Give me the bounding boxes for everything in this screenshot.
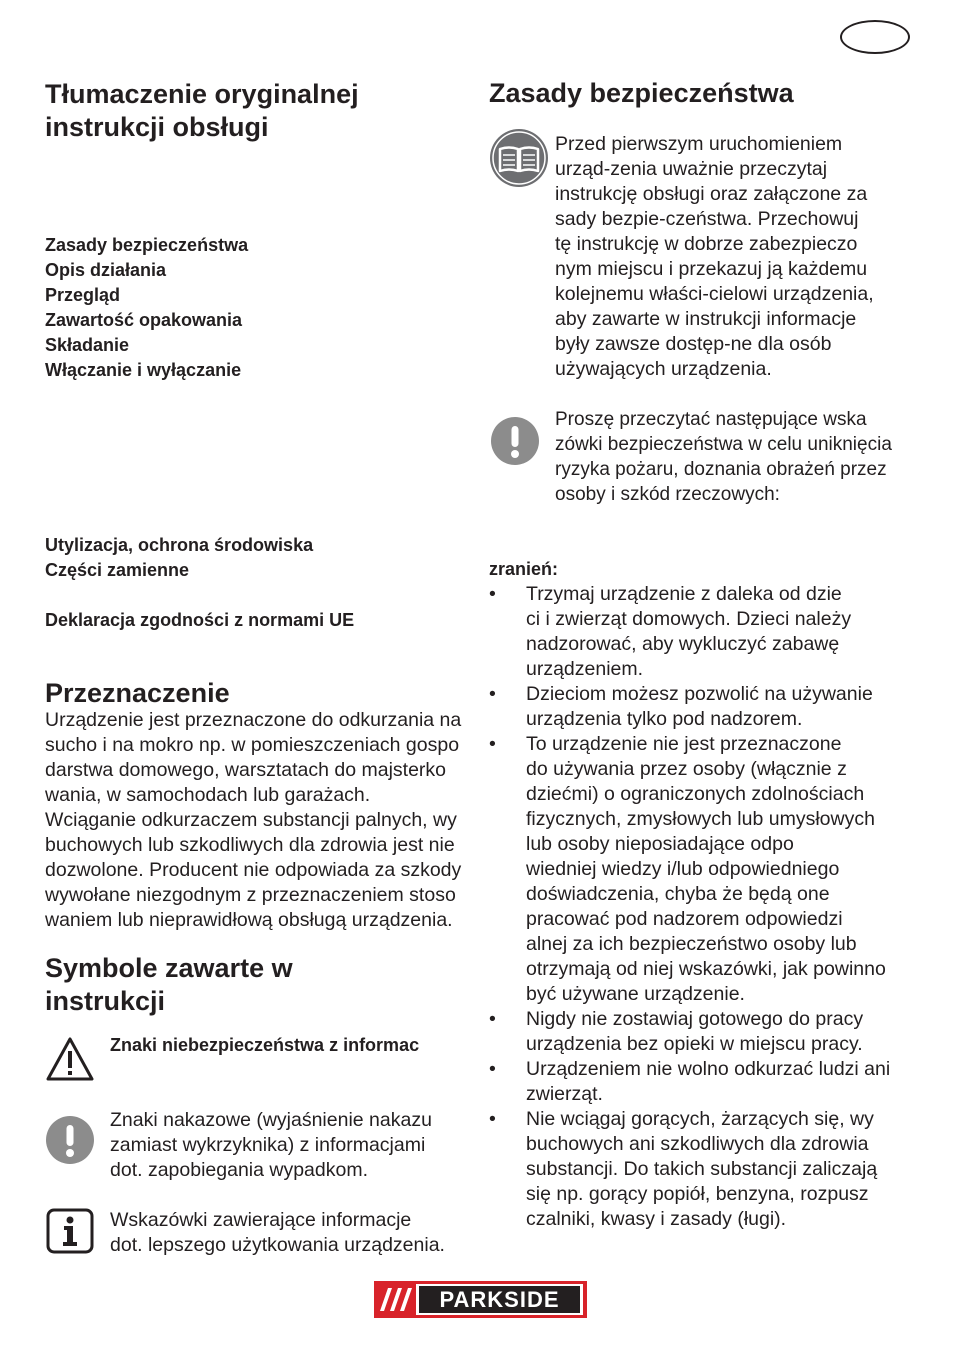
text-line: Znaki nakazowe (wyjaśnienie nakazu bbox=[110, 1109, 432, 1131]
text-line: się np. gorący popiół, benzyna, rozpusz bbox=[526, 1183, 869, 1205]
text-line: Nigdy nie zostawiaj gotowego do pracy bbox=[526, 1008, 864, 1030]
text-line: urządzenia bez opieki w miejscu pracy. bbox=[526, 1033, 863, 1055]
section-heading-zasady: Zasady bezpieczeństwa bbox=[489, 78, 794, 108]
info-signs-text bbox=[110, 1208, 445, 1258]
text-line: sucho i na mokro np. w pomieszczeniach gospo bbox=[45, 734, 460, 756]
text-line: nym miejscu i przekazuj ją każdemu bbox=[555, 258, 868, 280]
text-line: tę instrukcję w dobrze zabezpieczo bbox=[555, 233, 858, 255]
toc-item: Włączanie i wyłączanie bbox=[45, 360, 242, 380]
przeznaczenie-paragraph bbox=[45, 708, 461, 933]
text-line: zówki bezpieczeństwa w celu uniknięcia bbox=[555, 434, 892, 455]
text-line: kolejnemu właści-cielowi urządzenia, bbox=[555, 283, 874, 305]
page-title bbox=[45, 78, 359, 144]
text-line: dot. zapobiegania wypadkom. bbox=[110, 1159, 369, 1181]
heading-line: Symbole zawarte w bbox=[45, 953, 293, 983]
text-line: aby zawarte w instrukcji informacje bbox=[555, 308, 857, 330]
text-line: buchowych lub szkodliwych dla zdrowia jest nie bbox=[45, 834, 455, 856]
bullet-marker: • bbox=[489, 583, 496, 605]
toc-item: Części zamienne bbox=[45, 560, 190, 580]
heading-line: instrukcji bbox=[45, 986, 166, 1016]
text-line: fizycznych, zmysłowych lub umysłowych bbox=[526, 808, 875, 830]
text-line: dot. lepszego użytkowania urządzenia. bbox=[110, 1234, 445, 1256]
text-line: Przed pierwszym uruchomieniem bbox=[555, 133, 843, 155]
list-item bbox=[489, 1057, 919, 1107]
text-line: lub osoby nieposiadające odpo bbox=[526, 833, 794, 855]
info-icon bbox=[46, 1208, 94, 1254]
text-line: urząd-zenia uważnie przeczytaj bbox=[555, 158, 828, 180]
parkside-logo bbox=[374, 1281, 587, 1318]
text-line: otrzymają od niej wskazówki, jak powinno bbox=[526, 958, 886, 980]
toc-item: Przegląd bbox=[45, 285, 121, 305]
text-line: Trzymaj urządzenie z daleka od dzie bbox=[526, 583, 842, 605]
text-line: alnej za ich bezpieczeństwo osoby lub bbox=[526, 933, 857, 955]
list-item bbox=[489, 582, 919, 682]
sub-heading-zranien: zranień: bbox=[489, 559, 559, 579]
toc-item: Składanie bbox=[45, 335, 130, 355]
text-line: Proszę przeczytać następujące wska bbox=[555, 409, 867, 430]
text-line: dozwolone. Producent nie odpowiada za szkody bbox=[45, 859, 462, 881]
text-line: do używania przez osoby (włącznie z bbox=[526, 758, 847, 780]
attention-text bbox=[555, 407, 892, 507]
read-manual-text bbox=[555, 132, 874, 382]
text-line: Dzieciom możesz pozwolić na używanie bbox=[526, 683, 873, 705]
text-line: używających urządzenia. bbox=[555, 358, 772, 380]
text-line: instrukcję obsługi oraz załączone za bbox=[555, 183, 868, 205]
text-line: czalniki, kwasy i zasady (ługi). bbox=[526, 1208, 787, 1230]
text-line: dziećmi) o ograniczonych zdolnościach bbox=[526, 783, 865, 805]
bullet-marker: • bbox=[489, 733, 496, 755]
toc-group-1 bbox=[45, 233, 248, 383]
bullet-marker: • bbox=[489, 1058, 496, 1080]
text-line: pracować pod nadzorem odpowiedzi bbox=[526, 908, 843, 930]
text-line: Wciąganie odkurzaczem substancji palnych, wy bbox=[45, 809, 457, 831]
text-line: zwierząt. bbox=[526, 1083, 603, 1105]
mandatory-signs-text bbox=[110, 1108, 432, 1183]
list-item bbox=[489, 1007, 919, 1057]
warning-triangle-icon bbox=[45, 1036, 95, 1082]
text-line: Nie wciągaj gorących, żarzących się, wy bbox=[526, 1108, 874, 1130]
toc-item: Deklaracja zgodności z normami UE bbox=[45, 610, 355, 630]
safety-bullet-list bbox=[489, 582, 919, 1232]
language-code-badge bbox=[840, 20, 910, 54]
page-title-line: Tłumaczenie oryginalnej bbox=[45, 79, 359, 109]
text-line: sady bezpie-czeństwa. Przechowuj bbox=[555, 208, 859, 230]
attention-exclamation-icon bbox=[491, 417, 539, 465]
text-line: wywołane niezgodnym z przeznaczeniem stoso bbox=[45, 884, 456, 906]
text-line: buchowych ani szkodliwych dla zdrowia bbox=[526, 1133, 869, 1155]
section-heading-symbole bbox=[45, 952, 293, 1018]
warning-signs-label: Znaki niebezpieczeństwa z informac bbox=[110, 1035, 420, 1055]
list-item bbox=[489, 732, 919, 1007]
bullet-marker: • bbox=[489, 683, 496, 705]
text-line: darstwa domowego, warsztatach do majsterko bbox=[45, 759, 447, 781]
toc-item: Zawartość opakowania bbox=[45, 310, 243, 330]
text-line: urządzenia tylko pod nadzorem. bbox=[526, 708, 803, 730]
text-line: substancji. Do takich substancji zaliczają bbox=[526, 1158, 878, 1180]
text-line: były zawsze dostęp-ne dla osób bbox=[555, 333, 832, 355]
toc-group-2 bbox=[45, 533, 313, 583]
text-line: doświadczenia, chyba że będą one bbox=[526, 883, 830, 905]
bullet-marker: • bbox=[489, 1008, 496, 1030]
list-item bbox=[489, 1107, 919, 1232]
text-line: zamiast wykrzyknika) z informacjami bbox=[110, 1134, 426, 1156]
mandatory-exclamation-icon bbox=[46, 1116, 94, 1164]
list-item bbox=[489, 682, 919, 732]
logo-text: PARKSIDE bbox=[439, 1287, 560, 1312]
toc-group-3 bbox=[45, 608, 354, 633]
text-line: być używane urządzenie. bbox=[526, 983, 745, 1005]
text-line: nadzorować, aby wykluczyć zabawę bbox=[526, 633, 840, 655]
text-line: ryzyka pożaru, doznania obrażeń przez bbox=[555, 459, 887, 480]
text-line: Urządzeniem nie wolno odkurzać ludzi ani bbox=[526, 1058, 891, 1080]
text-line: waniem lub nieprawidłową obsługą urządzenia. bbox=[45, 909, 453, 931]
bullet-marker: • bbox=[489, 1108, 496, 1130]
toc-item: Zasady bezpieczeństwa bbox=[45, 235, 249, 255]
toc-item: Utylizacja, ochrona środowiska bbox=[45, 535, 314, 555]
text-line: To urządzenie nie jest przeznaczone bbox=[526, 733, 842, 755]
text-line: Urządzenie jest przeznaczone do odkurzania na bbox=[45, 709, 462, 731]
text-line: wiedniej wiedzy i/lub odpowiedniego bbox=[526, 858, 840, 880]
text-line: ci i zwierząt domowych. Dzieci należy bbox=[526, 608, 852, 630]
text-line: Wskazówki zawierające informacje bbox=[110, 1209, 412, 1231]
toc-item: Opis działania bbox=[45, 260, 167, 280]
read-manual-book-icon bbox=[490, 129, 548, 187]
text-line: wania, w samochodach lub garażach. bbox=[45, 784, 371, 806]
page-title-line: instrukcji obsługi bbox=[45, 112, 269, 142]
text-line: urządzeniem. bbox=[526, 658, 644, 680]
section-heading-przeznaczenie: Przeznaczenie bbox=[45, 678, 230, 708]
text-line: osoby i szkód rzeczowych: bbox=[555, 484, 780, 505]
